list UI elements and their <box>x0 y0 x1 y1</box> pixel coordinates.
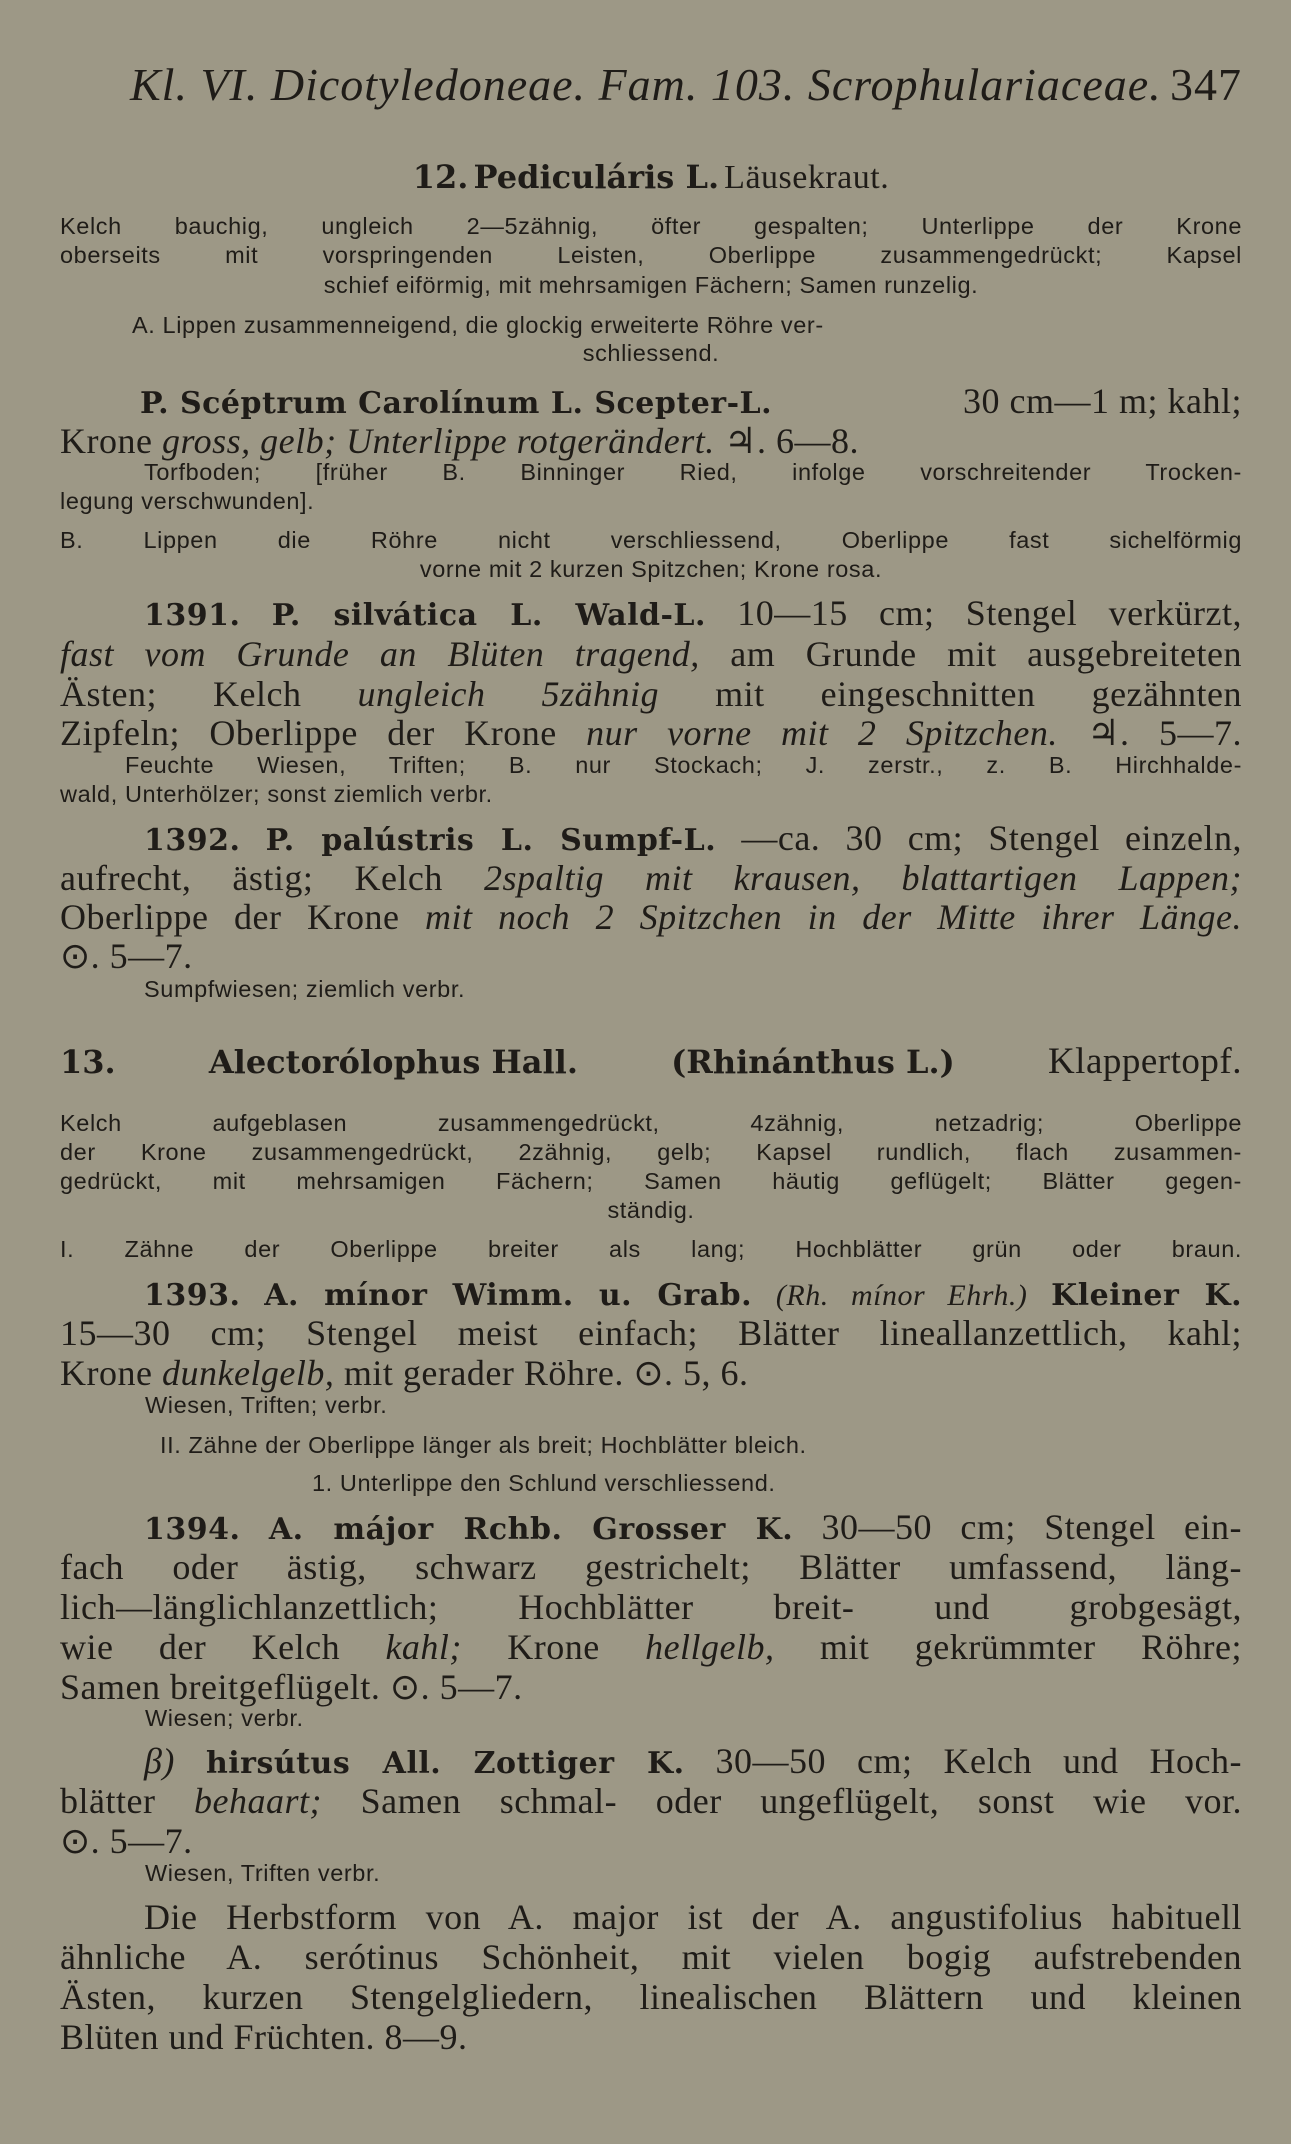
italic-text: ungleich 5zähnig <box>357 674 660 714</box>
genus-13-desc-3: gedrückt, mit mehrsamigen Fächern; Samen häutig geflügelt; Blätter gegen- <box>60 1168 1242 1194</box>
species-1393-line-2: 15—30 cm; Stengel meist einfach; Blätter lineallanzettlich, kahl; <box>60 1313 1242 1353</box>
genus-13-desc-4: ständig. <box>607 1197 695 1223</box>
genus-13-heading <box>60 1040 1242 1083</box>
text: ♃. 6—8. <box>714 421 860 461</box>
species-1391-line-3 <box>60 673 1242 715</box>
text: Ästen; Kelch <box>60 674 358 714</box>
variety-hirsutus-habitat: Wiesen, Triften verbr. <box>145 1860 381 1886</box>
note-line-1: Die Herbstform von A. major ist der A. angustifolius habituell <box>144 1897 1242 1937</box>
key-A-1: A. Lippen zusammenneigend, die glockig erweiterte Röhre ver- <box>132 312 824 338</box>
genus-name: Alectorólophus Hall. <box>208 1043 578 1081</box>
italic-text: hellgelb, <box>645 1627 775 1667</box>
italic-text: 2spaltig mit krausen, blattartigen Lappen; <box>483 858 1242 898</box>
genus-common-name: Läusekraut. <box>724 159 890 196</box>
variety-hirsutus-line-1 <box>144 1740 1242 1782</box>
text: wie der Kelch <box>60 1627 386 1667</box>
species-name: P. Scéptrum Carolínum L. Scepter-L. <box>140 386 773 421</box>
species-synonym: (Rh. mínor Ehrh.) <box>775 1279 1028 1312</box>
key-1: 1. Unterlippe den Schlund verschliessend. <box>312 1470 776 1496</box>
text: mit eingeschnitten gezähnten <box>659 674 1242 714</box>
text: mit gerader Röhre. ⊙. 5, 6. <box>334 1353 749 1393</box>
species-number: 1393. <box>144 1278 241 1313</box>
text: aufrecht, ästig; Kelch <box>60 858 484 898</box>
text: Samen schmal- oder ungeflügelt, sonst wie vor. <box>322 1781 1243 1821</box>
species-1393-line-1 <box>144 1272 1242 1314</box>
genus-12-desc-3: schief eiförmig, mit mehrsamigen Fächern; Samen runzelig. <box>323 272 979 298</box>
species-1392-line-2 <box>60 857 1242 899</box>
species-1391-habitat-1: Feuchte Wiesen, Triften; B. nur Stockach; J. zerstr., z. B. Hirchhalde- <box>125 752 1242 778</box>
species-1391-line-1 <box>144 592 1242 634</box>
text: blätter <box>60 1781 195 1821</box>
text: am Grunde mit ausgebreiteten <box>699 634 1242 674</box>
species-1392-line-4: ⊙. 5—7. <box>60 936 193 976</box>
variety-hirsutus-line-3: ⊙. 5—7. <box>60 1821 193 1861</box>
text: Oberlippe der Krone <box>60 897 426 937</box>
species-name: A. májor Rchb. Grosser K. <box>268 1512 794 1547</box>
species-1394-line-3: lich—länglichlanzettlich; Hochblätter breit- und grobgesägt, <box>60 1587 1242 1627</box>
genus-number: 13. <box>60 1043 116 1081</box>
species-1394-line-1 <box>144 1506 1242 1548</box>
key-B-1: B. Lippen die Röhre nicht verschliessend, Oberlippe fast sichelförmig <box>60 527 1242 553</box>
species-number: 1392. <box>144 823 241 858</box>
species-1394-line-4 <box>60 1626 1242 1668</box>
species-1394-line-5: Samen breitgeflügelt. ⊙. 5—7. <box>60 1667 523 1707</box>
text: 30—50 cm; Stengel ein- <box>821 1507 1243 1547</box>
key-A-2: schliessend. <box>582 340 720 366</box>
text: mit gekrümmter Röhre; <box>774 1627 1242 1667</box>
italic-text: kahl; <box>385 1627 462 1667</box>
sceptrum-habitat-1: Torfboden; [früher B. Binninger Ried, infolge vorschreitender Trocken- <box>144 459 1242 485</box>
key-I: I. Zähne der Oberlippe breiter als lang; Hochblätter grün oder braun. <box>60 1236 1242 1262</box>
italic-text: behaart; <box>194 1781 323 1821</box>
species-common-name: Kleiner K. <box>1051 1278 1243 1313</box>
variety-hirsutus-line-2 <box>60 1780 1242 1822</box>
note-line-2: ähnliche A. serótinus Schönheit, mit vielen bogig aufstrebenden <box>60 1937 1242 1977</box>
species-sceptrum-line-2 <box>60 420 1242 462</box>
species-number: 1394. <box>144 1512 241 1547</box>
italic-text: fast vom Grunde an Blüten tragend, <box>60 634 700 674</box>
genus-13-desc-2: der Krone zusammengedrückt, 2zähnig, gelb; Kapsel rundlich, flach zusammen- <box>60 1139 1242 1165</box>
header-title: Kl. VI. Dicotyledoneae. Fam. 103. Scrophulariaceae. <box>130 59 1162 110</box>
species-size: 30 cm—1 m; kahl; <box>963 381 1242 421</box>
italic-text: gross, gelb; Unterlippe rotgerändert. <box>161 421 715 461</box>
text: 30—50 cm; Kelch und Hoch- <box>715 1741 1242 1781</box>
genus-12-desc-1: Kelch bauchig, ungleich 2—5zähnig, öfter gespalten; Unterlippe der Krone <box>60 213 1242 239</box>
key-B-2: vorne mit 2 kurzen Spitzchen; Krone rosa. <box>419 556 883 582</box>
species-1394-habitat: Wiesen; verbr. <box>145 1705 304 1731</box>
species-1391-habitat-2: wald, Unterhölzer; sonst ziemlich verbr. <box>60 781 493 807</box>
page-number: 347 <box>1170 59 1242 110</box>
genus-synonym: (Rhinánthus L.) <box>671 1043 955 1081</box>
text: Krone <box>461 1627 646 1667</box>
species-name: A. mínor Wimm. u. Grab. <box>264 1278 753 1313</box>
variety-name: hirsútus All. Zottiger K. <box>205 1746 685 1781</box>
species-number: 1391. <box>144 598 241 633</box>
text: 10—15 cm; Stengel verkürzt, <box>737 593 1243 633</box>
note-line-3: Ästen, kurzen Stengelgliedern, linealischen Blättern und kleinen <box>60 1977 1242 2017</box>
genus-common-name: Klappertopf. <box>1047 1041 1242 1082</box>
species-1392-habitat: Sumpfwiesen; ziemlich verbr. <box>144 976 466 1002</box>
genus-12-heading <box>60 158 1242 197</box>
species-1393-line-3 <box>60 1352 1242 1394</box>
text: Zipfeln; Oberlippe der Krone <box>60 713 587 753</box>
species-1394-line-2: fach oder ästig, schwarz gestrichelt; Blätter umfassend, läng- <box>60 1547 1242 1587</box>
genus-12-desc-2: oberseits mit vorspringenden Leisten, Oberlippe zusammengedrückt; Kapsel <box>60 242 1242 268</box>
running-header <box>130 58 1242 111</box>
species-1391-line-4 <box>60 712 1242 754</box>
species-1392-line-1 <box>144 817 1242 859</box>
text: ♃. 5—7. <box>1057 713 1243 753</box>
sceptrum-habitat-2: legung verschwunden]. <box>60 488 315 514</box>
species-name: P. palústris L. Sumpf-L. <box>265 823 717 858</box>
italic-text: nur vorne mit 2 Spitzchen. <box>586 713 1058 753</box>
text: —ca. 30 cm; Stengel einzeln, <box>741 818 1242 858</box>
text: Krone <box>60 1353 162 1393</box>
genus-number: 12. <box>412 158 469 196</box>
note-line-4: Blüten und Früchten. 8—9. <box>60 2017 468 2057</box>
species-1391-line-2 <box>60 633 1242 675</box>
species-name: P. silvática L. Wald-L. <box>271 598 706 633</box>
species-sceptrum-line-1 <box>140 380 1242 422</box>
species-1393-habitat: Wiesen, Triften; verbr. <box>145 1392 388 1418</box>
text: Krone <box>60 421 162 461</box>
genus-13-desc-1: Kelch aufgeblasen zusammengedrückt, 4zähnig, netzadrig; Oberlippe <box>60 1110 1242 1136</box>
species-1392-line-3 <box>60 896 1242 938</box>
key-II: II. Zähne der Oberlippe länger als breit; Hochblätter bleich. <box>160 1432 807 1458</box>
variety-marker: β) <box>144 1741 175 1781</box>
genus-name: Pediculáris L. <box>473 158 720 196</box>
italic-text: mit noch 2 Spitzchen in der Mitte ihrer Länge. <box>425 897 1242 937</box>
italic-text: dunkelgelb, <box>161 1353 335 1393</box>
